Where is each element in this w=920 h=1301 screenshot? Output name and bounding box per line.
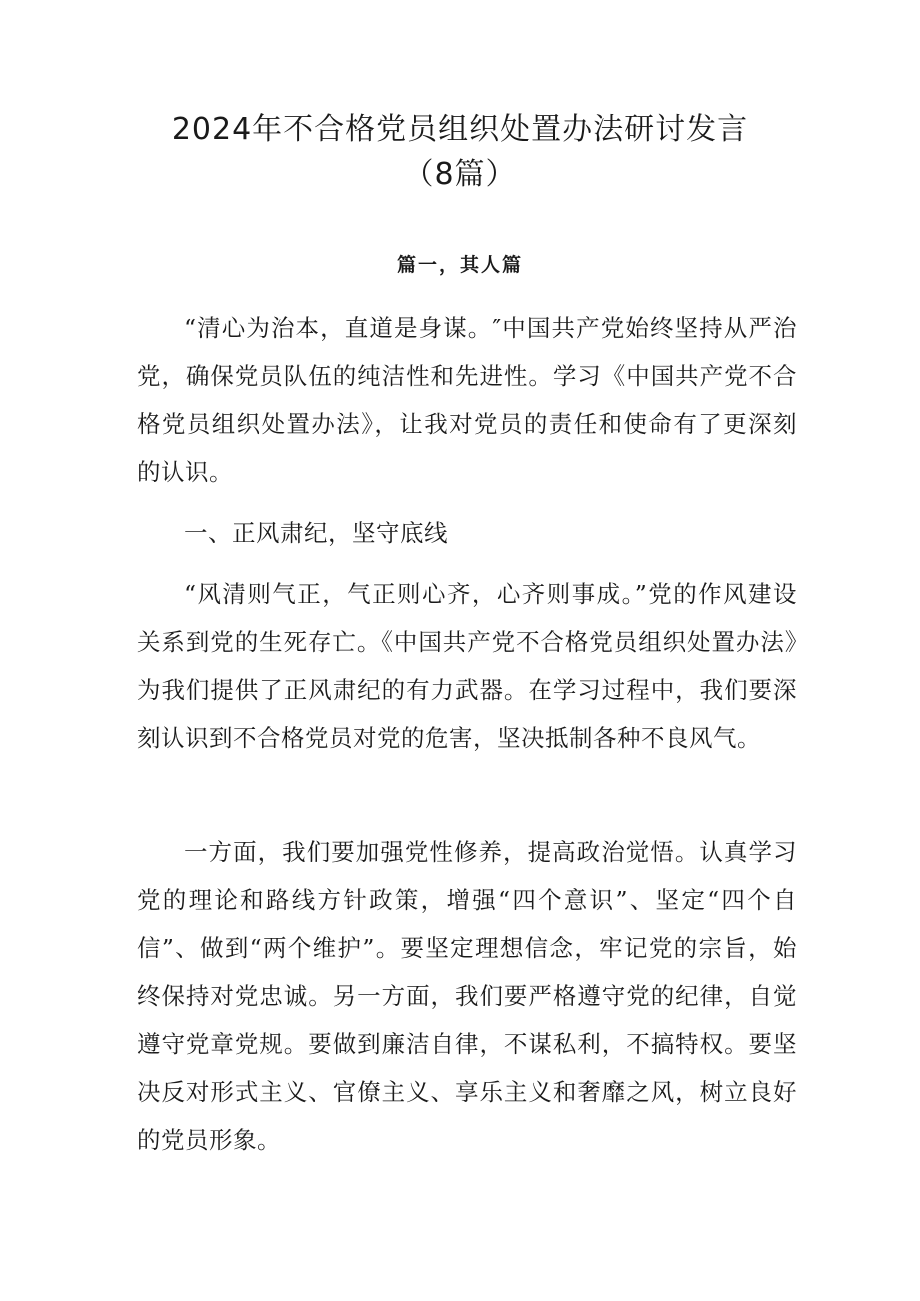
paragraph-body: “风清则气正，气正则心齐，心齐则事成。”党的作风建设关系到党的生死存亡。《中国共产党不合格党员组织处置办法》为我们提供了正风肃纪的有力武器。在学习过程中，我们要深刻认识到不合格党员对党的危害，坚决抵制各种不良风气。 [137, 580, 797, 752]
paragraph-intro: “清心为治本，直道是身谋。″中国共产党始终坚持从严治党，确保党员队伍的纯洁性和先进性。学习《中国共产党不合格党员组织处置办法》，让我对党员的责任和使命有了更深刻的认识。 [137, 314, 797, 486]
document-title-count: （8篇） [403, 157, 517, 192]
section-subtitle: 篇一，其人篇 [396, 254, 523, 276]
document-title: 2024年不合格党员组织处置办法研讨发言 [171, 112, 749, 147]
paragraph-body: 一方面，我们要加强党性修养，提高政治觉悟。认真学习党的理论和路线方针政策，增强“四个意识”、坚定“四个自信”、做到“两个维护”。要坚定理想信念，牢记党的宗旨，始终保持对党忠诚。另一方面，我们要严格遵守党的纪律，自觉遵守党章党规。要做到廉洁自律，不谋私利，不搞特权。要坚决反对形式主义、官僚主义、享乐主义和奢靡之风，树立良好的党员形象。 [137, 838, 797, 1154]
section-heading: 一、正风肃纪，坚守底线 [184, 519, 448, 547]
